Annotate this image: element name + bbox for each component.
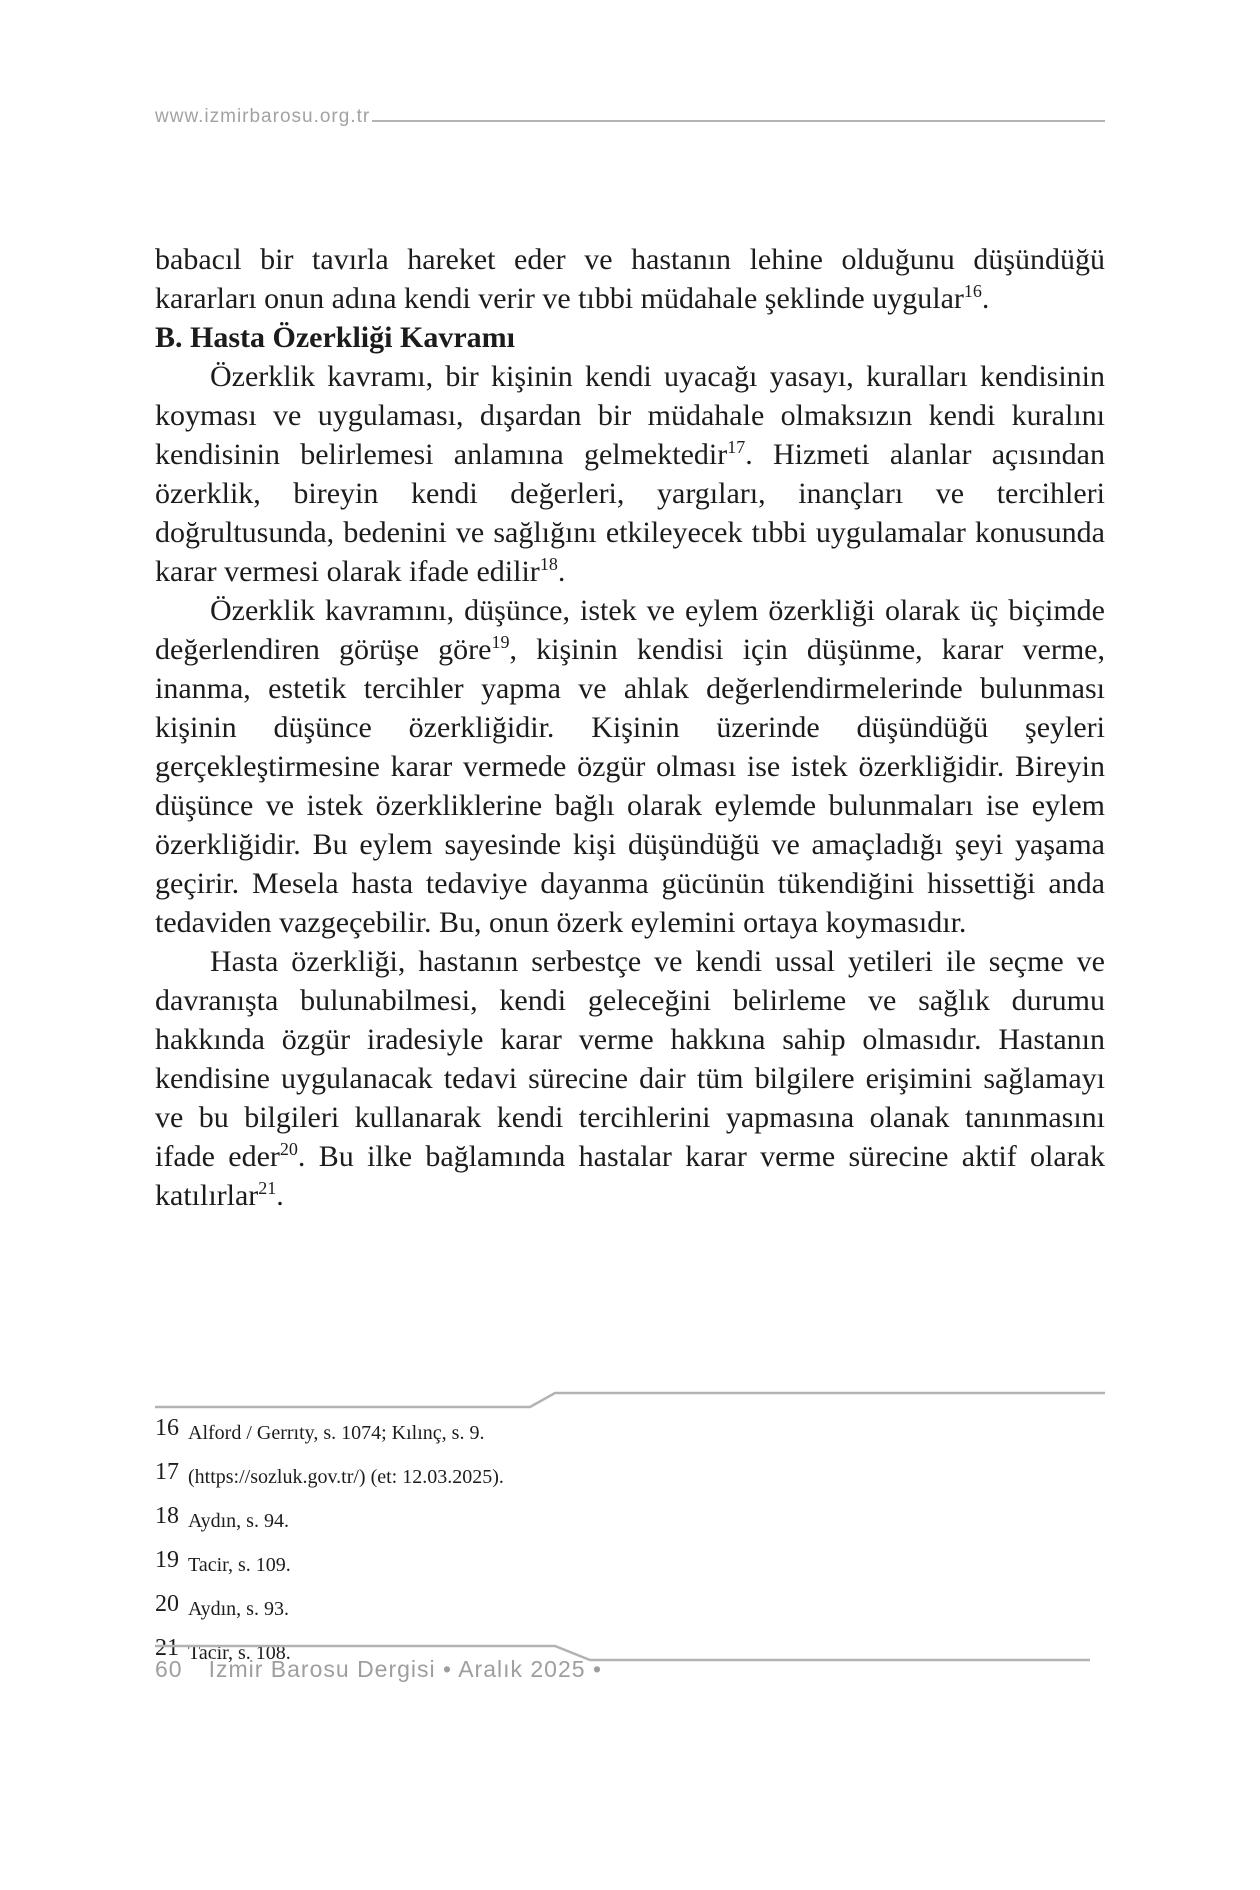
- header-url: www.izmirbarosu.org.tr: [155, 106, 371, 127]
- paragraph-text: Özerklik kavramını, düşünce, istek ve eylem özerkliği olarak üç biçimde değerlendiren görüşe göre: [155, 594, 1105, 666]
- footnote-text: Aydın, s. 93.: [188, 1598, 289, 1620]
- paragraph-text: . Hizmeti alanlar açısından özerklik, bireyin kendi değerleri, yargıları, inançları ve tercihleri doğrultusunda, bedenini ve sağlığını etkileyecek tıbbi uygulamalar konusunda karar vermesi olarak ifade edilir: [155, 438, 1105, 588]
- footnote-number: 16: [155, 1415, 179, 1441]
- article-body: [155, 240, 1105, 1215]
- paragraph-text: .: [557, 555, 566, 588]
- paragraph-text: . Bu ilke bağlamında hastalar karar verme sürecine aktif olarak katılırlar: [155, 1140, 1105, 1212]
- footnote: [155, 1416, 1105, 1446]
- footnote: [155, 1548, 1105, 1578]
- paragraph-text: , kişinin kendisi için düşünme, karar verme, inanma, estetik tercihler yapma ve ahlak değerlendirmelerinde bulunması kişinin düşünce özerkliğidir. Kişinin üzerinde düşündüğü şeyleri gerçekleştirmesine karar vermede özgür olması ise istek özerkliğidir. Bireyin düşünce ve istek özerkliklerine bağlı olarak eylemde bulunmaları ise eylem özerkliğidir. Bu eylem sayesinde kişi düşündüğü ve amaçladığı şeyi yaşama geçirir. Mesela hasta tedaviye dayanma gücünün tükendiğini hissettiği anda tedaviden vazgeçebilir. Bu, onun özerk eylemini ortaya koymasıdır.: [155, 633, 1105, 939]
- footnote-text: (https://sozluk.gov.tr/) (et: 12.03.2025).: [188, 1466, 504, 1488]
- footnote-ref-16: 16: [963, 281, 982, 301]
- header-rule: [372, 120, 1105, 122]
- page-footer: [155, 1656, 602, 1683]
- journal-title: İzmir Barosu Dergisi • Aralık 2025 •: [208, 1656, 602, 1682]
- paragraph-text: Hasta özerkliği, hastanın serbestçe ve kendi ussal yetileri ile seçme ve davranışta bulunabilmesi, kendi geleceğini belirleme ve sağlık durumu hakkında özgür iradesiyle karar verme hakkına sahip olmasıdır. Hastanın kendisine uygulanacak tedavi sürecine dair tüm bilgilere erişimini sağlamayı ve bu bilgileri kullanarak kendi tercihlerini yapmasına olanak tanınmasını ifade eder: [155, 945, 1105, 1173]
- footnote-ref-20: 20: [279, 1139, 298, 1159]
- footnote-number: 19: [155, 1547, 179, 1573]
- section-heading: B. Hasta Özerkliği Kavramı: [155, 321, 515, 354]
- paragraph-2: [155, 357, 1105, 591]
- paragraph-4: [155, 942, 1105, 1215]
- paragraph-text: babacıl bir tavırla hareket eder ve hastanın lehine olduğunu düşündüğü kararları onun adına kendi verir ve tıbbi müdahale şeklinde uygular: [155, 243, 1105, 315]
- footnote-text: Tacir, s. 108.: [188, 1642, 291, 1664]
- footnote-text: Aydın, s. 94.: [188, 1510, 289, 1532]
- footnote-ref-19: 19: [491, 632, 510, 652]
- footnote-number: 21: [155, 1635, 179, 1661]
- footnote-number: 18: [155, 1503, 179, 1529]
- footnote-text: Alford / Gerrıty, s. 1074; Kılınç, s. 9.: [188, 1422, 485, 1444]
- footnote: [155, 1504, 1105, 1534]
- paragraph-1: [155, 240, 1105, 318]
- footnote-number: 20: [155, 1591, 179, 1617]
- paragraph-text: Özerklik kavramı, bir kişinin kendi uyacağı yasayı, kuralları kendisinin koyması ve uygulaması, dışardan bir müdahale olmaksızın kendi kuralını kendisinin belirlemesi anlamına gelmektedir: [155, 360, 1105, 471]
- footnote: [155, 1592, 1105, 1622]
- footnote: [155, 1460, 1105, 1490]
- paragraph-3: [155, 591, 1105, 942]
- paragraph-text: .: [276, 1179, 284, 1212]
- footnote-ref-18: 18: [539, 554, 558, 574]
- footnote-text: Tacir, s. 109.: [188, 1554, 291, 1576]
- paragraph-text: .: [981, 282, 990, 315]
- footnote-ref-17: 17: [727, 437, 746, 457]
- footnote-separator-rule: [155, 1390, 1105, 1412]
- footnote-number: 17: [155, 1459, 179, 1485]
- page-number: 60: [155, 1656, 183, 1682]
- footnote-ref-21: 21: [258, 1178, 277, 1198]
